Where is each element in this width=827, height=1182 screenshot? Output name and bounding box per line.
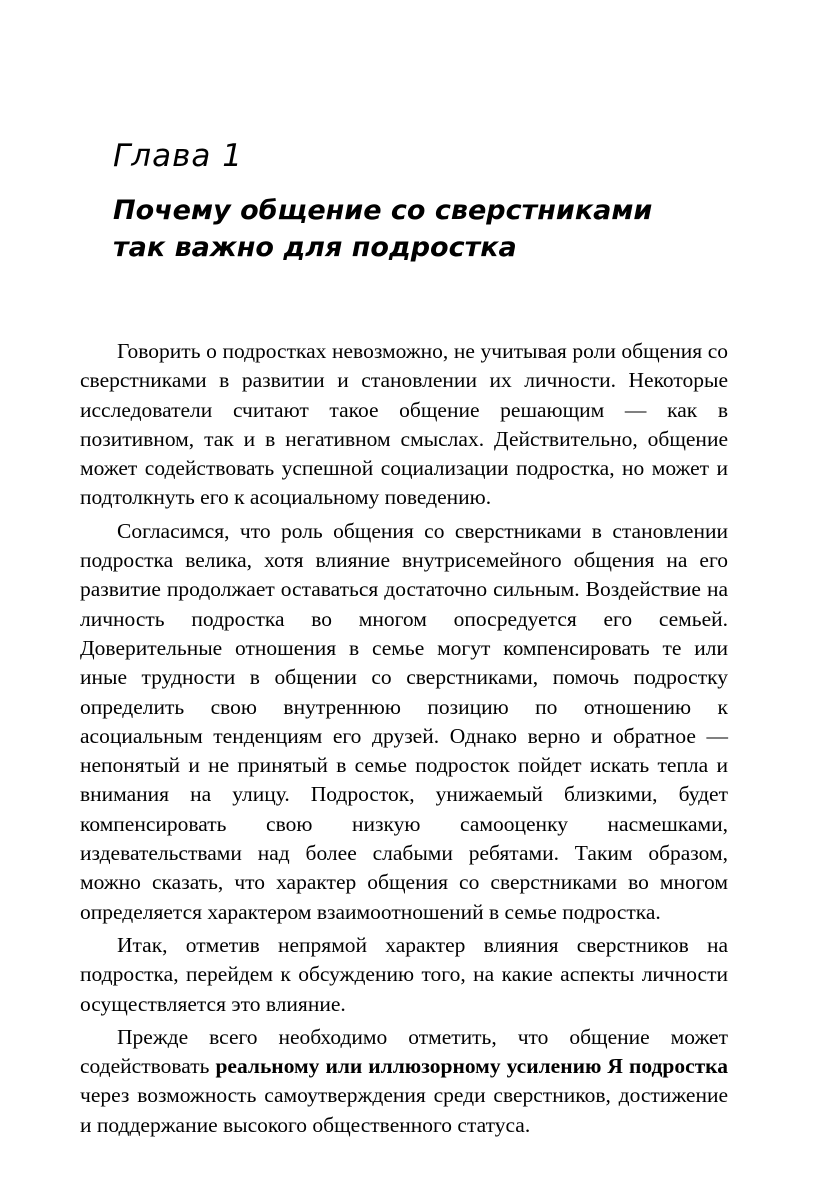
paragraph-4 — [80, 1023, 728, 1140]
paragraph-4-start: Прежде всего необходимо отметить, что общение может содействовать — [80, 1024, 728, 1079]
chapter-title-line-1: Почему общение со сверстниками — [113, 195, 653, 226]
chapter-title — [113, 192, 652, 266]
paragraph-4-end: через возможность самоутверждения среди сверстников, достижение и поддержание высокого общественного статуса. — [80, 1083, 728, 1137]
paragraph-1: Говорить о подростках невозможно, не учитывая роли общения со сверстниками в развитии и становлении их личности. Некоторые исследователи считают такое общение решающим — как в позитивном, так и в негативном смыслах. Действительно, общение может содействовать успешной социализации подростка, но может и подтолкнуть его к асоциальному поведению. — [80, 339, 728, 510]
paragraph-3: Итак, отметив непрямой характер влияния сверстников на подростка, перейдем к обсуждению того, на какие аспекты личности осуществляется это влияние. — [80, 932, 728, 1016]
paragraph-4-emphasis: реальному или иллюзорному усилению Я подростка — [215, 1054, 728, 1079]
chapter-label: Глава 1 — [113, 138, 243, 174]
body-text — [80, 337, 728, 1144]
paragraph-2: Согласимся, что роль общения со сверстниками в становлении подростка велика, хотя влияние внутрисемейного общения на его развитие продолжает оставаться достаточно сильным. Воздействие на личность подростка во многом опосредуется его семьей. Доверительные отношения в семье могут компенсировать те или иные трудности в общении со сверстниками, помочь подростку определить свою внутреннюю позицию по отношению к асоциальным тенденциям его друзей. Однако верно и обратное — непонятый и не принятый в семье подросток пойдет искать тепла и внимания на улицу. Подросток, унижаемый близкими, будет компенсировать свою низкую самооценку насмешками, издевательствами над более слабыми ребятами. Таким образом, можно сказать, что характер общения со сверстниками во многом определяется характером взаимоотношений в семье подростка. — [80, 518, 728, 924]
chapter-title-line-2: так важно для подростка — [113, 232, 517, 263]
